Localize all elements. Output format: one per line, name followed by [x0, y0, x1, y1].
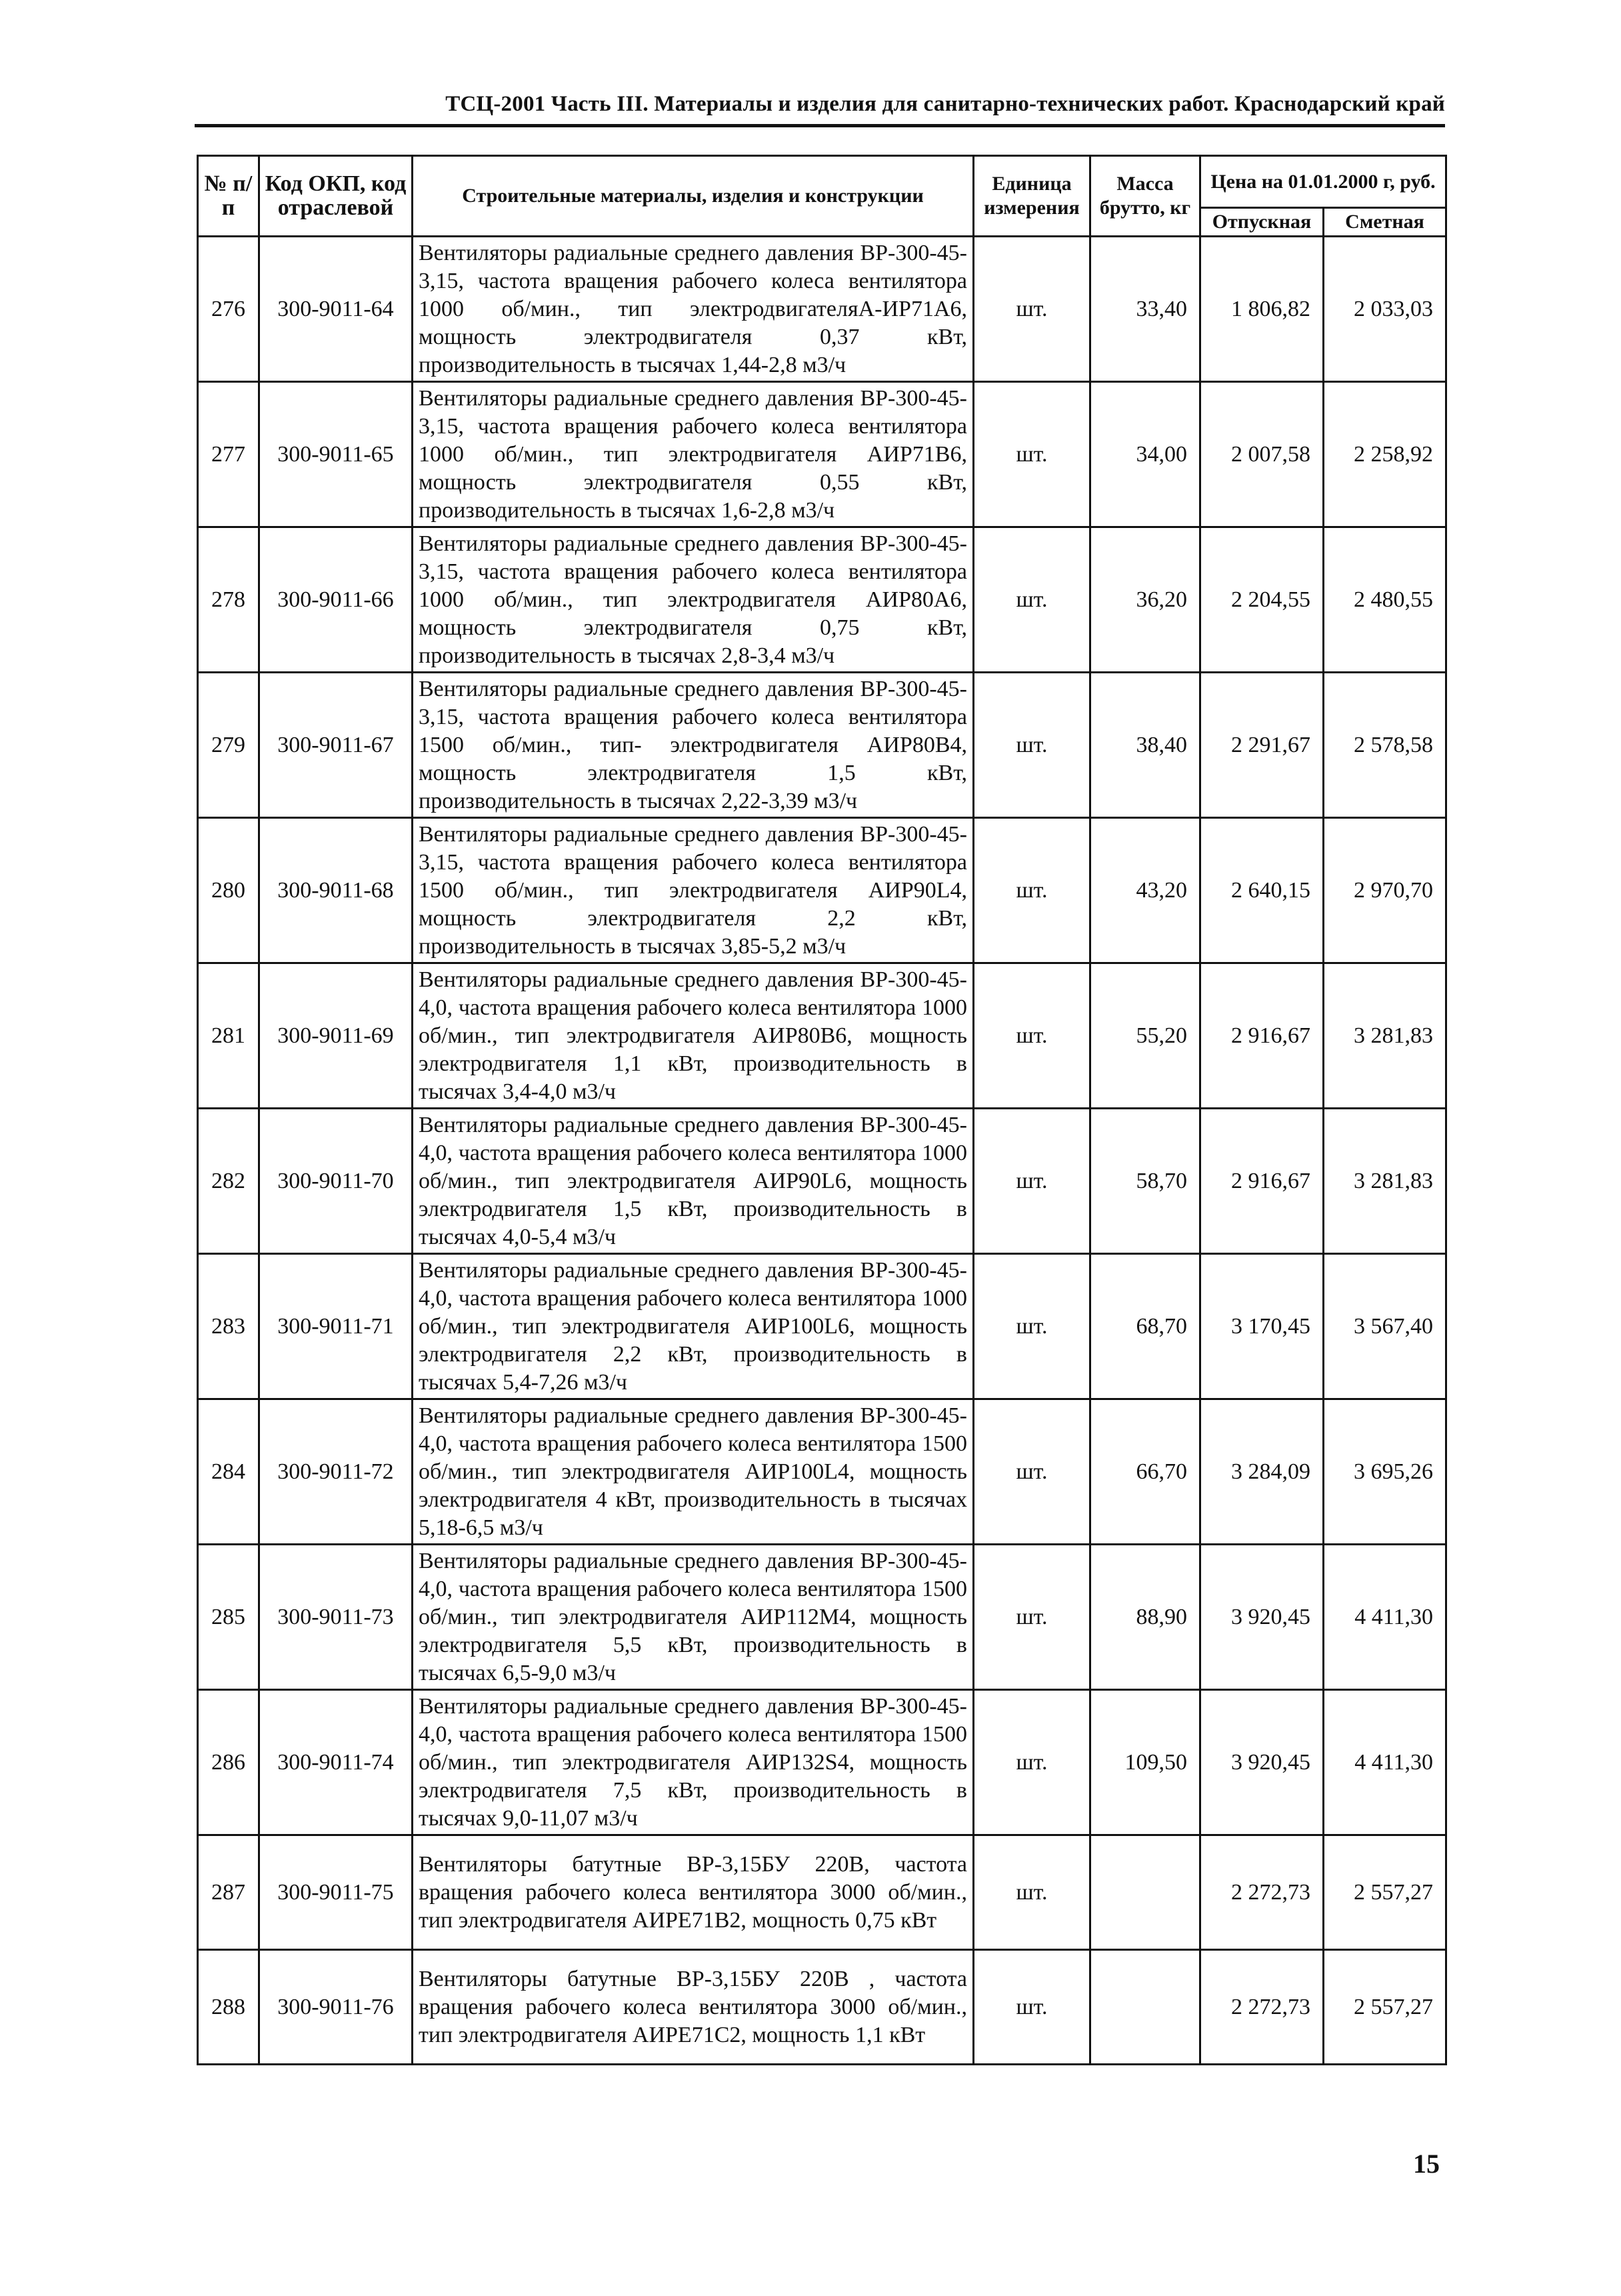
row-price-release: 2 640,15: [1200, 818, 1324, 963]
row-num: 279: [198, 673, 259, 818]
row-num: 287: [198, 1835, 259, 1950]
row-price-release: 2 916,67: [1200, 963, 1324, 1109]
table-row: [198, 1690, 1446, 1835]
row-mass: 88,90: [1090, 1545, 1200, 1690]
row-price-estimate: 3 281,83: [1324, 963, 1446, 1109]
row-price-release: 1 806,82: [1200, 237, 1324, 382]
row-num: 285: [198, 1545, 259, 1690]
row-unit: шт.: [974, 382, 1090, 527]
table-row: [198, 1835, 1446, 1950]
row-num: 281: [198, 963, 259, 1109]
row-unit: шт.: [974, 1545, 1090, 1690]
row-mass: 33,40: [1090, 237, 1200, 382]
row-description: Вентиляторы радиальные среднего давления ВР-300-45-3,15, частота вращения рабочего колеса вентилятора 1000 об/мин., тип электродвигателяА-ИР71А6, мощность электродвигателя 0,37 кВт, производительность в тысячах 1,44-2,8 м3/ч: [413, 237, 974, 382]
row-price-estimate: 2 578,58: [1324, 673, 1446, 818]
row-description: Вентиляторы радиальные среднего давления ВР-300-45-4,0, частота вращения рабочего колеса вентилятора 1500 об/мин., тип электродвигателя АИР112М4, мощность электродвигателя 5,5 кВт, производительность в тысячах 6,5-9,0 м3/ч: [413, 1545, 974, 1690]
row-code: 300-9011-67: [259, 673, 413, 818]
row-price-release: 3 920,45: [1200, 1690, 1324, 1835]
row-unit: шт.: [974, 1254, 1090, 1399]
table-row: [198, 963, 1446, 1109]
header-price-release: Отпускная: [1200, 208, 1324, 237]
page-number: 15: [1413, 2149, 1440, 2179]
row-unit: шт.: [974, 1835, 1090, 1950]
row-mass: 66,70: [1090, 1399, 1200, 1545]
row-num: 280: [198, 818, 259, 963]
row-price-estimate: 2 557,27: [1324, 1950, 1446, 2065]
header-code: Код ОКП, код отраслевой: [259, 156, 413, 237]
table-row: [198, 1109, 1446, 1254]
row-num: 283: [198, 1254, 259, 1399]
row-price-estimate: 2 970,70: [1324, 818, 1446, 963]
table-row: [198, 237, 1446, 382]
row-num: 278: [198, 527, 259, 673]
row-code: 300-9011-72: [259, 1399, 413, 1545]
row-price-release: 3 284,09: [1200, 1399, 1324, 1545]
row-price-estimate: 3 695,26: [1324, 1399, 1446, 1545]
row-description: Вентиляторы радиальные среднего давления ВР-300-45-4,0, частота вращения рабочего колеса вентилятора 1500 об/мин., тип электродвигателя АИР132S4, мощность электродвигателя 7,5 кВт, производительность в тысячах 9,0-11,07 м3/ч: [413, 1690, 974, 1835]
row-mass: 43,20: [1090, 818, 1200, 963]
row-price-release: 2 204,55: [1200, 527, 1324, 673]
row-price-release: 2 007,58: [1200, 382, 1324, 527]
row-code: 300-9011-74: [259, 1690, 413, 1835]
row-description: Вентиляторы радиальные среднего давления ВР-300-45-3,15, частота вращения рабочего колеса вентилятора 1000 об/мин., тип электродвигателя АИР71В6, мощность электродвигателя 0,55 кВт, производительность в тысячах 1,6-2,8 м3/ч: [413, 382, 974, 527]
row-description: Вентиляторы радиальные среднего давления ВР-300-45-4,0, частота вращения рабочего колеса вентилятора 1000 об/мин., тип электродвигателя АИР100L6, мощность электродвигателя 2,2 кВт, производительность в тысячах 5,4-7,26 м3/ч: [413, 1254, 974, 1399]
row-num: 288: [198, 1950, 259, 2065]
page-header: ТСЦ-2001 Часть III. Материалы и изделия для санитарно-технических работ. Краснодарский край: [445, 92, 1445, 116]
row-code: 300-9011-75: [259, 1835, 413, 1950]
table-row: [198, 527, 1446, 673]
row-unit: шт.: [974, 818, 1090, 963]
table-row: [198, 673, 1446, 818]
row-mass: 38,40: [1090, 673, 1200, 818]
row-price-release: 2 291,67: [1200, 673, 1324, 818]
row-unit: шт.: [974, 1399, 1090, 1545]
row-description: Вентиляторы батутные ВР-3,15БУ 220В , частота вращения рабочего колеса вентилятора 3000 об/мин., тип электродвигателя АИРЕ71С2, мощность 1,1 кВт: [413, 1950, 974, 2065]
row-mass: 58,70: [1090, 1109, 1200, 1254]
table-row: [198, 1254, 1446, 1399]
row-code: 300-9011-73: [259, 1545, 413, 1690]
row-unit: шт.: [974, 673, 1090, 818]
row-num: 284: [198, 1399, 259, 1545]
row-price-release: 2 916,67: [1200, 1109, 1324, 1254]
row-code: 300-9011-68: [259, 818, 413, 963]
header-price: Цена на 01.01.2000 г, руб.: [1200, 156, 1446, 208]
table-row: [198, 1950, 1446, 2065]
header-rule: [195, 124, 1445, 127]
row-mass: 34,00: [1090, 382, 1200, 527]
row-num: 286: [198, 1690, 259, 1835]
row-description: Вентиляторы батутные ВР-3,15БУ 220В, частота вращения рабочего колеса вентилятора 3000 об/мин., тип электродвигателя АИРЕ71В2, мощность 0,75 кВт: [413, 1835, 974, 1950]
row-unit: шт.: [974, 237, 1090, 382]
row-price-estimate: 4 411,30: [1324, 1690, 1446, 1835]
header-mass: Масса брутто, кг: [1090, 156, 1200, 237]
row-price-estimate: 3 567,40: [1324, 1254, 1446, 1399]
row-price-release: 2 272,73: [1200, 1950, 1324, 2065]
row-code: 300-9011-76: [259, 1950, 413, 2065]
row-num: 282: [198, 1109, 259, 1254]
row-unit: шт.: [974, 1950, 1090, 2065]
table-row: [198, 382, 1446, 527]
row-description: Вентиляторы радиальные среднего давления ВР-300-45-3,15, частота вращения рабочего колеса вентилятора 1500 об/мин., тип- электродвигателя АИР80В4, мощность электродвигателя 1,5 кВт, производительность в тысячах 2,22-3,39 м3/ч: [413, 673, 974, 818]
row-description: Вентиляторы радиальные среднего давления ВР-300-45-4,0, частота вращения рабочего колеса вентилятора 1000 об/мин., тип электродвигателя АИР90L6, мощность электродвигателя 1,5 кВт, производительность в тысячах 4,0-5,4 м3/ч: [413, 1109, 974, 1254]
row-mass: 68,70: [1090, 1254, 1200, 1399]
header-unit: Единица измерения: [974, 156, 1090, 237]
header-material: Строительные материалы, изделия и конструкции: [413, 156, 974, 237]
row-code: 300-9011-69: [259, 963, 413, 1109]
row-price-release: 3 920,45: [1200, 1545, 1324, 1690]
row-code: 300-9011-71: [259, 1254, 413, 1399]
row-code: 300-9011-70: [259, 1109, 413, 1254]
table-row: [198, 818, 1446, 963]
row-unit: шт.: [974, 527, 1090, 673]
row-description: Вентиляторы радиальные среднего давления ВР-300-45-3,15, частота вращения рабочего колеса вентилятора 1500 об/мин., тип электродвигателя АИР90L4, мощность электродвигателя 2,2 кВт, производительность в тысячах 3,85-5,2 м3/ч: [413, 818, 974, 963]
row-price-release: 2 272,73: [1200, 1835, 1324, 1950]
row-price-release: 3 170,45: [1200, 1254, 1324, 1399]
table-row: [198, 1545, 1446, 1690]
row-num: 276: [198, 237, 259, 382]
row-price-estimate: 4 411,30: [1324, 1545, 1446, 1690]
row-price-estimate: 2 258,92: [1324, 382, 1446, 527]
row-unit: шт.: [974, 1109, 1090, 1254]
row-price-estimate: 2 557,27: [1324, 1835, 1446, 1950]
row-unit: шт.: [974, 1690, 1090, 1835]
table-row: [198, 1399, 1446, 1545]
row-description: Вентиляторы радиальные среднего давления ВР-300-45-4,0, частота вращения рабочего колеса вентилятора 1500 об/мин., тип электродвигателя АИР100L4, мощность электродвигателя 4 кВт, производительность в тысячах 5,18-6,5 м3/ч: [413, 1399, 974, 1545]
header-price-estimate: Сметная: [1324, 208, 1446, 237]
row-mass: [1090, 1835, 1200, 1950]
row-mass: 109,50: [1090, 1690, 1200, 1835]
row-code: 300-9011-64: [259, 237, 413, 382]
row-num: 277: [198, 382, 259, 527]
row-description: Вентиляторы радиальные среднего давления ВР-300-45-4,0, частота вращения рабочего колеса вентилятора 1000 об/мин., тип электродвигателя АИР80В6, мощность электродвигателя 1,1 кВт, производительность в тысячах 3,4-4,0 м3/ч: [413, 963, 974, 1109]
header-num: № п/п: [198, 156, 259, 237]
row-price-estimate: 3 281,83: [1324, 1109, 1446, 1254]
table-body: [198, 237, 1446, 2065]
row-code: 300-9011-65: [259, 382, 413, 527]
row-unit: шт.: [974, 963, 1090, 1109]
row-description: Вентиляторы радиальные среднего давления ВР-300-45-3,15, частота вращения рабочего колеса вентилятора 1000 об/мин., тип электродвигателя АИР80А6, мощность электродвигателя 0,75 кВт, производительность в тысячах 2,8-3,4 м3/ч: [413, 527, 974, 673]
materials-table: [197, 155, 1447, 2065]
row-mass: 55,20: [1090, 963, 1200, 1109]
row-code: 300-9011-66: [259, 527, 413, 673]
row-price-estimate: 2 480,55: [1324, 527, 1446, 673]
row-mass: 36,20: [1090, 527, 1200, 673]
row-mass: [1090, 1950, 1200, 2065]
row-price-estimate: 2 033,03: [1324, 237, 1446, 382]
